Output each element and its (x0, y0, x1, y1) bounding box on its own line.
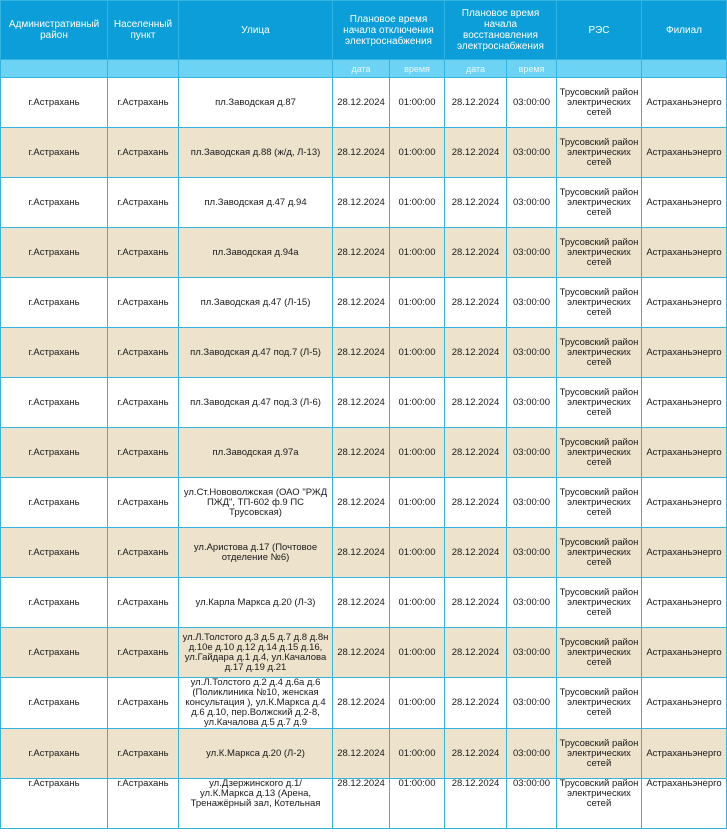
table-header (1, 1, 727, 78)
cell-locality: г.Астрахань (108, 228, 179, 278)
cell-restore-time: 03:00:00 (507, 228, 557, 278)
cell-restore-time: 03:00:00 (507, 378, 557, 428)
cell-res: Трусовский район электрических сетей (557, 578, 642, 628)
cell-restore-time: 03:00:00 (507, 528, 557, 578)
cell-locality: г.Астрахань (108, 178, 179, 228)
cell-res: Трусовский район электрических сетей (557, 779, 642, 829)
cell-locality: г.Астрахань (108, 729, 179, 779)
cell-district: г.Астрахань (1, 779, 108, 829)
cell-locality: г.Астрахань (108, 128, 179, 178)
table-row (1, 678, 727, 729)
cell-district: г.Астрахань (1, 228, 108, 278)
cell-street: ул.К.Маркса д.20 (Л-2) (179, 729, 333, 779)
cell-locality: г.Астрахань (108, 678, 179, 729)
cell-branch: Астраханьэнерго (642, 278, 727, 328)
cell-branch: Астраханьэнерго (642, 78, 727, 128)
cell-restore-date: 28.12.2024 (445, 428, 507, 478)
cell-start-time: 01:00:00 (390, 578, 445, 628)
cell-start-time: 01:00:00 (390, 628, 445, 678)
cell-start-date: 28.12.2024 (333, 328, 390, 378)
cell-district: г.Астрахань (1, 678, 108, 729)
col-header-locality: Населенный пункт (108, 1, 179, 60)
cell-start-time: 01:00:00 (390, 128, 445, 178)
col-header-res: РЭС (557, 1, 642, 60)
cell-start-date: 28.12.2024 (333, 228, 390, 278)
cell-street: ул.Л.Толстого д.3 д.5 д.7 д.8 д.8н д.10е д.10 д.12 д.14 д.15 д.16, ул.Гайдара д.1 д.4, ул.Качалова д.17 д.19 д.21 (179, 628, 333, 678)
table-row (1, 578, 727, 628)
cell-branch: Астраханьэнерго (642, 228, 727, 278)
cell-branch: Астраханьэнерго (642, 779, 727, 829)
table-row (1, 128, 727, 178)
cell-street: пл.Заводская д.87 (179, 78, 333, 128)
cell-street: пл.Заводская д.97а (179, 428, 333, 478)
cell-branch: Астраханьэнерго (642, 678, 727, 729)
cell-res: Трусовский район электрических сетей (557, 228, 642, 278)
cell-restore-time: 03:00:00 (507, 78, 557, 128)
subheader-cell-empty (557, 60, 642, 78)
cell-restore-time: 03:00:00 (507, 678, 557, 729)
cell-restore-date: 28.12.2024 (445, 528, 507, 578)
cell-start-time: 01:00:00 (390, 678, 445, 729)
cell-start-date: 28.12.2024 (333, 578, 390, 628)
cell-branch: Астраханьэнерго (642, 528, 727, 578)
cell-start-time: 01:00:00 (390, 428, 445, 478)
cell-restore-date: 28.12.2024 (445, 278, 507, 328)
cell-start-date: 28.12.2024 (333, 78, 390, 128)
cell-branch: Астраханьэнерго (642, 729, 727, 779)
cell-locality: г.Астрахань (108, 278, 179, 328)
subheader-cell-empty (1, 60, 108, 78)
cell-street: ул.Карла Маркса д.20 (Л-3) (179, 578, 333, 628)
cell-restore-time: 03:00:00 (507, 328, 557, 378)
cell-street: ул.Аристова д.17 (Почтовое отделение №6) (179, 528, 333, 578)
cell-district: г.Астрахань (1, 78, 108, 128)
cell-branch: Астраханьэнерго (642, 428, 727, 478)
cell-restore-date: 28.12.2024 (445, 628, 507, 678)
subheader-start-date: дата (333, 60, 390, 78)
cell-res: Трусовский район электрических сетей (557, 528, 642, 578)
cell-district: г.Астрахань (1, 278, 108, 328)
cell-district: г.Астрахань (1, 578, 108, 628)
cell-restore-date: 28.12.2024 (445, 228, 507, 278)
cell-district: г.Астрахань (1, 428, 108, 478)
cell-restore-date: 28.12.2024 (445, 378, 507, 428)
cell-locality: г.Астрахань (108, 428, 179, 478)
cell-start-date: 28.12.2024 (333, 528, 390, 578)
cell-restore-date: 28.12.2024 (445, 678, 507, 729)
cell-street: пл.Заводская д.47 под.7 (Л-5) (179, 328, 333, 378)
table-row (1, 428, 727, 478)
subheader-restore-date: дата (445, 60, 507, 78)
cell-branch: Астраханьэнерго (642, 178, 727, 228)
table-row (1, 628, 727, 678)
cell-branch: Астраханьэнерго (642, 328, 727, 378)
cell-res: Трусовский район электрических сетей (557, 378, 642, 428)
table-row (1, 378, 727, 428)
cell-locality: г.Астрахань (108, 378, 179, 428)
table-row (1, 528, 727, 578)
cell-start-date: 28.12.2024 (333, 478, 390, 528)
cell-branch: Астраханьэнерго (642, 628, 727, 678)
cell-street: пл.Заводская д.88 (ж/д, Л-13) (179, 128, 333, 178)
cell-street: ул.Ст.Нововолжская (ОАО "РЖД ПЖД", ТП-602 ф.9 ПС Трусовская) (179, 478, 333, 528)
cell-locality: г.Астрахань (108, 779, 179, 829)
cell-locality: г.Астрахань (108, 528, 179, 578)
cell-district: г.Астрахань (1, 178, 108, 228)
cell-start-time: 01:00:00 (390, 779, 445, 829)
cell-restore-date: 28.12.2024 (445, 128, 507, 178)
cell-start-time: 01:00:00 (390, 528, 445, 578)
cell-res: Трусовский район электрических сетей (557, 178, 642, 228)
cell-restore-date: 28.12.2024 (445, 578, 507, 628)
cell-restore-date: 28.12.2024 (445, 78, 507, 128)
cell-res: Трусовский район электрических сетей (557, 628, 642, 678)
table-body (1, 78, 727, 829)
cell-start-time: 01:00:00 (390, 478, 445, 528)
cell-res: Трусовский район электрических сетей (557, 729, 642, 779)
subheader-start-time: время (390, 60, 445, 78)
cell-restore-time: 03:00:00 (507, 278, 557, 328)
cell-district: г.Астрахань (1, 128, 108, 178)
cell-district: г.Астрахань (1, 628, 108, 678)
cell-district: г.Астрахань (1, 729, 108, 779)
cell-district: г.Астрахань (1, 528, 108, 578)
subheader-cell-empty (108, 60, 179, 78)
cell-street: пл.Заводская д.47 д.94 (179, 178, 333, 228)
cell-street: пл.Заводская д.47 под.3 (Л-6) (179, 378, 333, 428)
table-row (1, 478, 727, 528)
cell-start-date: 28.12.2024 (333, 178, 390, 228)
cell-start-time: 01:00:00 (390, 729, 445, 779)
cell-branch: Астраханьэнерго (642, 478, 727, 528)
cell-start-time: 01:00:00 (390, 328, 445, 378)
cell-restore-date: 28.12.2024 (445, 478, 507, 528)
cell-res: Трусовский район электрических сетей (557, 428, 642, 478)
cell-res: Трусовский район электрических сетей (557, 678, 642, 729)
cell-restore-time: 03:00:00 (507, 578, 557, 628)
cell-branch: Астраханьэнерго (642, 378, 727, 428)
cell-start-time: 01:00:00 (390, 378, 445, 428)
cell-restore-time: 03:00:00 (507, 178, 557, 228)
cell-res: Трусовский район электрических сетей (557, 328, 642, 378)
table-row (1, 78, 727, 128)
cell-res: Трусовский район электрических сетей (557, 128, 642, 178)
cell-district: г.Астрахань (1, 378, 108, 428)
cell-start-date: 28.12.2024 (333, 378, 390, 428)
cell-restore-time: 03:00:00 (507, 729, 557, 779)
table-row (1, 228, 727, 278)
cell-restore-time: 03:00:00 (507, 478, 557, 528)
table-row (1, 278, 727, 328)
cell-start-date: 28.12.2024 (333, 428, 390, 478)
col-header-restore: Плановое время начала восстановления электроснабжения (445, 1, 557, 60)
table-row (1, 779, 727, 829)
cell-start-time: 01:00:00 (390, 78, 445, 128)
cell-start-time: 01:00:00 (390, 278, 445, 328)
cell-res: Трусовский район электрических сетей (557, 78, 642, 128)
col-header-start: Плановое время начала отключения электроснабжения (333, 1, 445, 60)
cell-start-date: 28.12.2024 (333, 128, 390, 178)
cell-restore-time: 03:00:00 (507, 628, 557, 678)
cell-street: ул.Дзержинского д.1/ ул.К.Маркса д.13 (Арена, Тренажёрный зал, Котельная (179, 779, 333, 829)
col-header-district: Административный район (1, 1, 108, 60)
cell-start-date: 28.12.2024 (333, 779, 390, 829)
cell-restore-date: 28.12.2024 (445, 178, 507, 228)
cell-start-date: 28.12.2024 (333, 729, 390, 779)
cell-start-date: 28.12.2024 (333, 628, 390, 678)
cell-restore-date: 28.12.2024 (445, 328, 507, 378)
col-header-branch: Филиал (642, 1, 727, 60)
cell-restore-date: 28.12.2024 (445, 779, 507, 829)
cell-locality: г.Астрахань (108, 328, 179, 378)
cell-street: пл.Заводская д.94а (179, 228, 333, 278)
cell-district: г.Астрахань (1, 328, 108, 378)
cell-restore-time: 03:00:00 (507, 779, 557, 829)
col-header-street: Улица (179, 1, 333, 60)
cell-locality: г.Астрахань (108, 578, 179, 628)
subheader-cell-empty (642, 60, 727, 78)
cell-start-date: 28.12.2024 (333, 678, 390, 729)
cell-restore-date: 28.12.2024 (445, 729, 507, 779)
cell-branch: Астраханьэнерго (642, 128, 727, 178)
table-row (1, 178, 727, 228)
table-subheader (1, 60, 727, 78)
table-row (1, 328, 727, 378)
cell-branch: Астраханьэнерго (642, 578, 727, 628)
cell-res: Трусовский район электрических сетей (557, 478, 642, 528)
cell-street: пл.Заводская д.47 (Л-15) (179, 278, 333, 328)
cell-res: Трусовский район электрических сетей (557, 278, 642, 328)
cell-restore-time: 03:00:00 (507, 128, 557, 178)
cell-restore-time: 03:00:00 (507, 428, 557, 478)
table-row (1, 729, 727, 779)
cell-start-time: 01:00:00 (390, 178, 445, 228)
cell-street: ул.Л.Толстого д.2 д.4 д.6а д.6 (Поликлиника №10, женская консультация ), ул.К.Маркса д.4 д.6 д.10, пер.Волжский д.2-8, ул.Качалова д.5 д.7 д.9 (179, 678, 333, 729)
cell-district: г.Астрахань (1, 478, 108, 528)
cell-start-date: 28.12.2024 (333, 278, 390, 328)
cell-locality: г.Астрахань (108, 478, 179, 528)
cell-locality: г.Астрахань (108, 78, 179, 128)
cell-start-time: 01:00:00 (390, 228, 445, 278)
subheader-restore-time: время (507, 60, 557, 78)
cell-locality: г.Астрахань (108, 628, 179, 678)
subheader-cell-empty (179, 60, 333, 78)
